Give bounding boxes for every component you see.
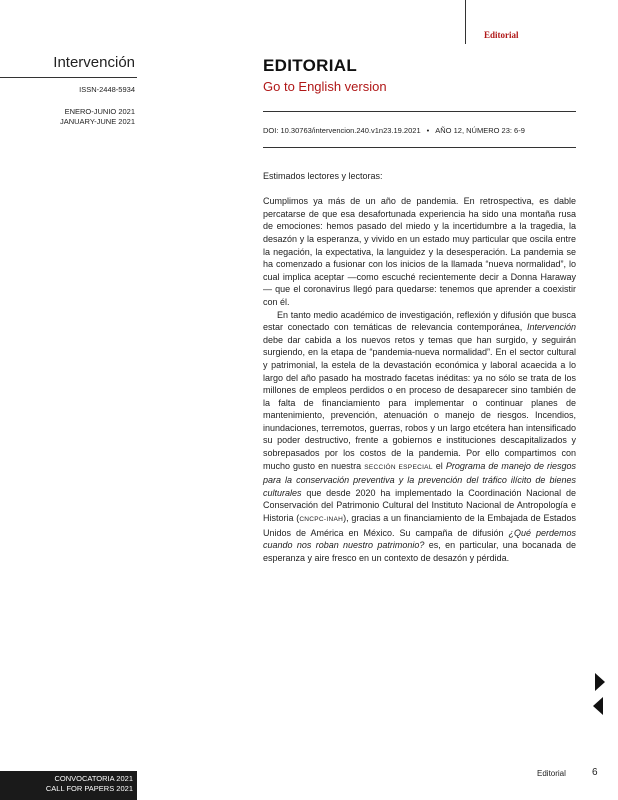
previous-page-arrow-icon[interactable] [593,697,603,715]
program-title-italic: Programa de manejo de riesgos para la conservación preventiva y la prevención del tráfico ilícito de bienes culturales [263,460,577,498]
paragraph-2-text: ), gracias a un financiamiento de la Embajada de Estados Unidos de América en México. Su campaña de difusión [263,513,576,538]
call-spanish: CONVOCATORIA 2021 [54,774,133,783]
issue-info: AÑO 12, NÚMERO 23: 6-9 [435,126,525,135]
doi-line [263,126,576,135]
date-spanish: ENERO-JUNIO 2021 [64,107,135,116]
paragraph-2-text: debe dar cabida a los nuevos retos y temas que han surgido, y seguirán surgiendo, en la etapa de “pandemia-nueva normalidad”. En el sector cultural y patrimonial, la estela de la devastación económica y laboral acaecida a lo largo del año pasado ha mostrado facetas inéditas: ya no sólo se trata de los millones de empleos perdidos o en proceso de desaparecer sino también de la falta de financiamiento para implementar o continuar planes de mantenimiento, prevención, atenuación o manejo de riesgos. Incendios, inundaciones, terremotos, guerras, robos y un largo etcétera han intensificado su poder destructivo, frente a gobiernos e instituciones descapitalizados y sobrepasados por los costos de la pandemia. Por ello compartimos con mucho gusto en nuestra [263,334,576,471]
paragraph-2 [263,309,576,565]
section-tag: Editorial [484,30,519,40]
journal-name: Intervención [53,54,135,71]
institution-acronym: CNCPC-INAH [299,516,344,524]
title-divider [263,111,576,112]
journal-title-italic: Intervención [526,322,576,333]
call-english: CALL FOR PAPERS 2021 [45,784,133,793]
issn: ISSN-2448-5934 [79,85,135,94]
english-version-link[interactable]: Go to English version [263,79,387,94]
page-number: 6 [592,767,598,778]
campaign-title-italic: ¿Qué perdemos cuando nos roban nuestro patrimonio? [263,527,576,551]
article-body [263,170,576,564]
greeting: Estimados lectores y lectoras: [263,171,383,181]
journal-divider [0,77,137,78]
footer-section-name: Editorial [537,769,566,778]
paragraph-1: Cumplimos ya más de un año de pandemia. En retrospectiva, es dable percatarse de que esa desafortunada experiencia ha sido una montaña rusa de emociones: hemos pasado del miedo y la incertidumbre a la tragedia, la desazón y la esperanza, y vivido en un estado muy particular que oscila entre la negación, la expectativa, la languidez y la desesperación. La pandemia se ha comenzado a fusionar con los inicios de la llamada “nueva normalidad”, lo cual implica aceptar —como escuché recientemente decir a Donna Haraway— que el coronavirus llegó para quedarse: tenemos que aprender a coexistir con él. [263,196,576,307]
paragraph-2-text: es, en particular, una bocanada de esperanza y aire fresco en un contexto de desazón y pérdida. [263,540,576,563]
header-vertical-rule [465,0,466,44]
paragraph-2-text: que desde 2020 ha implementado la Coordinación Nacional de Conservación del Patrimonio Cultural del Instituto Nacional de Antropología e Historia ( [263,487,576,524]
next-page-arrow-icon[interactable] [595,673,605,691]
article-title: EDITORIAL [263,56,358,75]
call-for-papers-banner[interactable] [0,771,137,800]
doi-separator: • [426,126,430,135]
date-english: JANUARY-JUNE 2021 [59,117,135,126]
paragraph-2-text: En tanto medio académico de investigación, reflexión y difusión que busca estar conectado con temáticas de relevancia contemporánea, [263,309,576,333]
special-section-label: SECCIÓN ESPECIAL [364,463,433,471]
doi-divider [263,147,576,148]
publication-dates [0,107,135,127]
doi: DOI: 10.30763/intervencion.240.v1n23.19.2021 [263,126,421,135]
paragraph-2-text: el [432,460,446,471]
